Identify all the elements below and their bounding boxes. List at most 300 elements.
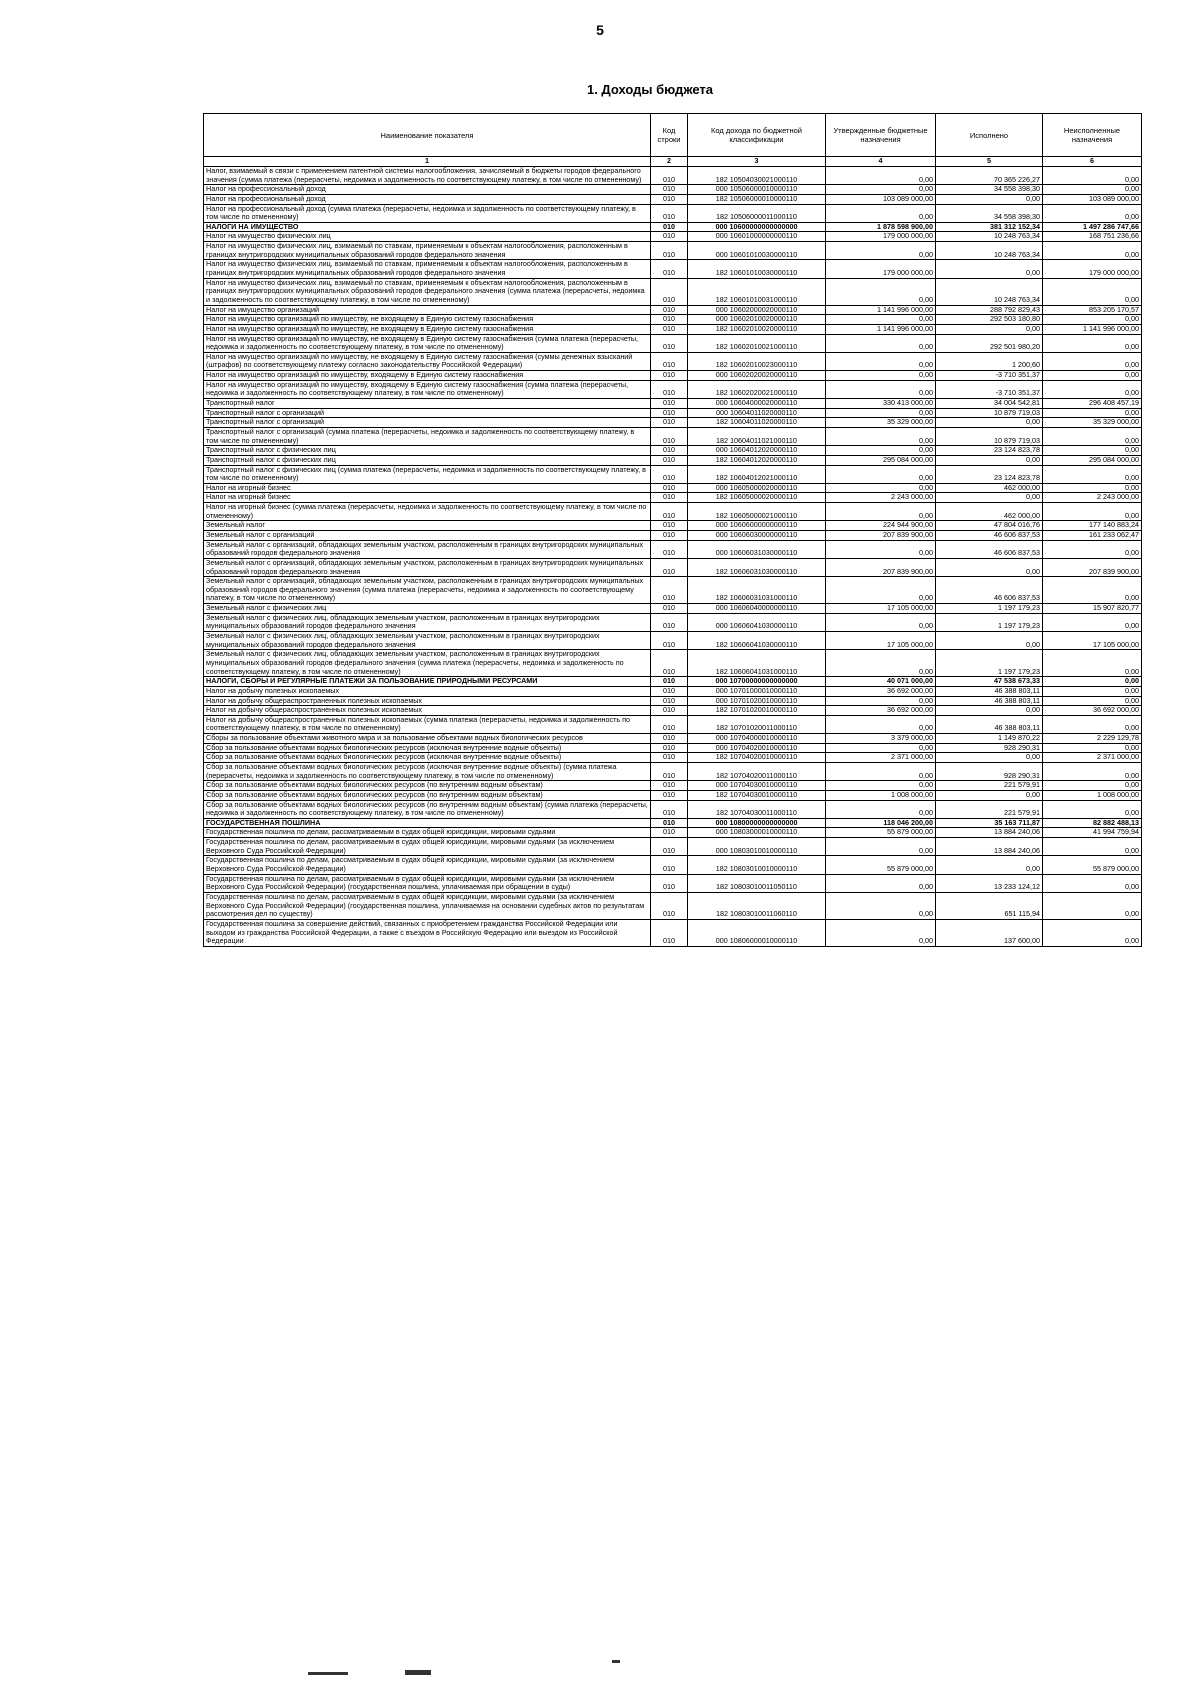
row-name: Сбор за пользование объектами водных биологических ресурсов (исключая внутренние водные объекты) (сумма платежа (перерасчеты, недоимка и задолженность по соответствующему платежу, в том числе по отмененному) (204, 763, 651, 781)
row-name: Земельный налог с организаций, обладающих земельным участком, расположенным в границах внутригородских муниципальных образований городов федерального значения (204, 540, 651, 558)
row-executed: 0,00 (936, 558, 1043, 576)
row-name: Земельный налог с физических лиц, обладающих земельным участком, расположенным в границах внутригородских муниципальных образований городов федерального значения (204, 613, 651, 631)
row-name: Государственная пошлина по делам, рассматриваемым в судах общей юрисдикции, мировыми судьями (за исключением Верховного Суда Российской Федерации) (204, 838, 651, 856)
row-income-code: 182 10602010021000110 (688, 334, 826, 352)
header-line-code: Код строки (651, 114, 688, 157)
row-income-code: 000 10601000000000110 (688, 232, 826, 242)
row-executed: 0,00 (936, 753, 1043, 763)
table-row (204, 696, 1142, 706)
row-name: Налог на имущество организаций по имуществу, входящему в Единую систему газоснабжения (204, 371, 651, 381)
row-unexecuted: 0,00 (1043, 334, 1142, 352)
row-executed: 0,00 (936, 632, 1043, 650)
row-approved: 0,00 (826, 380, 936, 398)
row-name: ГОСУДАРСТВЕННАЯ ПОШЛИНА (204, 818, 651, 828)
row-unexecuted: 177 140 883,24 (1043, 521, 1142, 531)
row-income-code: 182 10506000010000110 (688, 194, 826, 204)
row-approved: 0,00 (826, 613, 936, 631)
row-line-code: 010 (651, 763, 688, 781)
budget-income-table (203, 113, 1142, 947)
row-income-code: 000 10704020010000110 (688, 743, 826, 753)
row-line-code: 010 (651, 493, 688, 503)
row-executed: 381 312 152,34 (936, 222, 1043, 232)
row-approved: 0,00 (826, 781, 936, 791)
row-line-code: 010 (651, 790, 688, 800)
row-line-code: 010 (651, 399, 688, 409)
row-name: Налог на игорный бизнес (204, 493, 651, 503)
table-row (204, 260, 1142, 278)
row-line-code: 010 (651, 715, 688, 733)
row-name: Налог на добычу общераспространенных полезных ископаемых (204, 696, 651, 706)
table-row (204, 371, 1142, 381)
row-approved: 0,00 (826, 352, 936, 370)
row-name: Налог на профессиональный доход (204, 194, 651, 204)
row-income-code: 182 10605000021000110 (688, 503, 826, 521)
row-income-code: 000 10606000000000110 (688, 521, 826, 531)
row-line-code: 010 (651, 753, 688, 763)
row-unexecuted: 0,00 (1043, 677, 1142, 687)
row-name: Государственная пошлина за совершение действий, связанных с приобретением гражданства Российской Федерации или выходом из гражданства Российской Федерации, а также с въездом в Российскую Федерацию или выездом из Российской Федерации (204, 919, 651, 946)
table-row (204, 455, 1142, 465)
row-executed: 292 503 180,80 (936, 315, 1043, 325)
row-approved: 36 692 000,00 (826, 686, 936, 696)
row-income-code: 000 10803000010000110 (688, 828, 826, 838)
row-unexecuted: 0,00 (1043, 763, 1142, 781)
row-name: Земельный налог с физических лиц, обладающих земельным участком, расположенным в границах внутригородских муниципальных образований городов федерального значения (сумма платежа (перерасчеты, недоимка и задолженность по соответствующему платежу, в том числе по отмененному) (204, 650, 651, 677)
row-line-code: 010 (651, 540, 688, 558)
table-row (204, 919, 1142, 946)
row-name: Сборы за пользование объектами животного мира и за пользование объектами водных биологических ресурсов (204, 734, 651, 744)
row-executed: 0,00 (936, 260, 1043, 278)
row-approved: 2 371 000,00 (826, 753, 936, 763)
row-income-code: 000 10604012020000110 (688, 446, 826, 456)
table-row (204, 493, 1142, 503)
row-income-code: 182 10601010031000110 (688, 278, 826, 305)
table-row (204, 706, 1142, 716)
column-number: 1 (204, 157, 651, 167)
row-executed: 47 804 016,76 (936, 521, 1043, 531)
row-unexecuted: 0,00 (1043, 696, 1142, 706)
row-name: Транспортный налог с организаций (204, 418, 651, 428)
table-row (204, 818, 1142, 828)
row-income-code: 182 10504030021000110 (688, 167, 826, 185)
row-executed: 221 579,91 (936, 800, 1043, 818)
column-number: 6 (1043, 157, 1142, 167)
header-unexecuted: Неисполненные назначения (1043, 114, 1142, 157)
row-executed: 46 606 837,53 (936, 530, 1043, 540)
row-line-code: 010 (651, 380, 688, 398)
row-approved: 0,00 (826, 763, 936, 781)
row-approved: 207 839 900,00 (826, 530, 936, 540)
row-approved: 0,00 (826, 408, 936, 418)
row-name: Налог на имущество организаций по имуществу, не входящему в Единую систему газоснабжения (сумма платежа (перерасчеты, недоимка и задолженность по соответствующему платежу, в том числе по отмененному) (204, 334, 651, 352)
table-row (204, 465, 1142, 483)
row-approved: 0,00 (826, 892, 936, 919)
row-name: Налог на имущество организаций по имуществу, не входящему в Единую систему газоснабжения (суммы денежных взысканий (штрафов) по соответствующему платежу согласно законодательству Российской Федерации) (204, 352, 651, 370)
row-unexecuted: 161 233 062,47 (1043, 530, 1142, 540)
row-line-code: 010 (651, 418, 688, 428)
table-row (204, 167, 1142, 185)
row-unexecuted: 0,00 (1043, 315, 1142, 325)
table-row (204, 242, 1142, 260)
column-number: 2 (651, 157, 688, 167)
table-row (204, 734, 1142, 744)
row-name: Налог на профессиональный доход (сумма платежа (перерасчеты, недоимка и задолженность по соответствующему платежу, в том числе по отмененному) (204, 204, 651, 222)
row-line-code: 010 (651, 604, 688, 614)
table-row (204, 604, 1142, 614)
row-line-code: 010 (651, 874, 688, 892)
row-approved: 36 692 000,00 (826, 706, 936, 716)
row-approved: 1 878 598 900,00 (826, 222, 936, 232)
row-unexecuted: 2 229 129,78 (1043, 734, 1142, 744)
row-unexecuted: 179 000 000,00 (1043, 260, 1142, 278)
row-unexecuted: 0,00 (1043, 427, 1142, 445)
row-line-code: 010 (651, 686, 688, 696)
row-income-code: 182 10506000011000110 (688, 204, 826, 222)
row-executed: 35 163 711,87 (936, 818, 1043, 828)
row-approved: 0,00 (826, 278, 936, 305)
row-approved: 118 046 200,00 (826, 818, 936, 828)
row-line-code: 010 (651, 818, 688, 828)
table-row (204, 874, 1142, 892)
row-name: Сбор за пользование объектами водных биологических ресурсов (исключая внутренние водные объекты) (204, 753, 651, 763)
column-number: 4 (826, 157, 936, 167)
row-approved: 179 000 000,00 (826, 260, 936, 278)
row-executed: 0,00 (936, 493, 1043, 503)
row-line-code: 010 (651, 194, 688, 204)
row-approved: 0,00 (826, 185, 936, 195)
row-income-code: 000 10606030000000110 (688, 530, 826, 540)
row-unexecuted: 2 243 000,00 (1043, 493, 1142, 503)
row-approved: 17 105 000,00 (826, 604, 936, 614)
row-executed: 23 124 823,78 (936, 465, 1043, 483)
row-income-code: 182 10701020011000110 (688, 715, 826, 733)
row-approved: 0,00 (826, 715, 936, 733)
header-income-code: Код дохода по бюджетной классификации (688, 114, 826, 157)
row-line-code: 010 (651, 800, 688, 818)
row-approved: 0,00 (826, 334, 936, 352)
row-executed: 10 879 719,03 (936, 427, 1043, 445)
row-income-code: 000 10606041030000110 (688, 613, 826, 631)
row-approved: 0,00 (826, 446, 936, 456)
table-row (204, 305, 1142, 315)
row-executed: 70 365 226,27 (936, 167, 1043, 185)
row-executed: 10 248 763,34 (936, 232, 1043, 242)
row-executed: 46 388 803,11 (936, 696, 1043, 706)
column-number-row (204, 157, 1142, 167)
row-unexecuted: 0,00 (1043, 380, 1142, 398)
row-unexecuted: 0,00 (1043, 540, 1142, 558)
row-income-code: 000 10704030010000110 (688, 781, 826, 791)
row-executed: 10 879 719,03 (936, 408, 1043, 418)
row-unexecuted: 296 408 457,19 (1043, 399, 1142, 409)
table-row (204, 418, 1142, 428)
table-row (204, 521, 1142, 531)
row-name: Земельный налог (204, 521, 651, 531)
row-name: НАЛОГИ, СБОРЫ И РЕГУЛЯРНЫЕ ПЛАТЕЖИ ЗА ПОЛЬЗОВАНИЕ ПРИРОДНЫМИ РЕСУРСАМИ (204, 677, 651, 687)
row-approved: 1 008 000,00 (826, 790, 936, 800)
row-approved: 0,00 (826, 540, 936, 558)
table-row (204, 753, 1142, 763)
table-row (204, 194, 1142, 204)
table-row (204, 324, 1142, 334)
row-income-code: 000 10700000000000000 (688, 677, 826, 687)
row-unexecuted: 1 497 286 747,66 (1043, 222, 1142, 232)
row-income-code: 182 10601010030000110 (688, 260, 826, 278)
row-name: Налог на имущество организаций по имуществу, не входящему в Единую систему газоснабжения (204, 315, 651, 325)
row-unexecuted: 1 141 996 000,00 (1043, 324, 1142, 334)
row-executed: 46 388 803,11 (936, 715, 1043, 733)
row-line-code: 010 (651, 455, 688, 465)
row-income-code: 000 10600000000000000 (688, 222, 826, 232)
row-approved: 0,00 (826, 743, 936, 753)
row-executed: 462 000,00 (936, 483, 1043, 493)
row-approved: 40 071 000,00 (826, 677, 936, 687)
row-income-code: 000 10604000020000110 (688, 399, 826, 409)
row-unexecuted: 0,00 (1043, 185, 1142, 195)
row-unexecuted: 0,00 (1043, 781, 1142, 791)
row-income-code: 000 10803010010000110 (688, 838, 826, 856)
table-row (204, 446, 1142, 456)
table-row (204, 677, 1142, 687)
row-name: Налог на добычу общераспространенных полезных ископаемых (сумма платежа (перерасчеты, недоимка и задолженность по соответствующему платежу, в том числе по отмененному) (204, 715, 651, 733)
row-unexecuted: 41 994 759,94 (1043, 828, 1142, 838)
row-approved: 0,00 (826, 465, 936, 483)
table-row (204, 743, 1142, 753)
scan-mark (612, 1660, 620, 1663)
row-income-code: 182 10606041030000110 (688, 632, 826, 650)
row-unexecuted: 0,00 (1043, 371, 1142, 381)
row-approved: 295 084 000,00 (826, 455, 936, 465)
row-income-code: 000 10704000010000110 (688, 734, 826, 744)
row-name: Налог на имущество организаций по имуществу, входящему в Единую систему газоснабжения (сумма платежа (перерасчеты, недоимка и задолженность по соответствующему платежу, в том числе по отмененному) (204, 380, 651, 398)
document-title: 1. Доходы бюджета (586, 82, 714, 97)
row-name: Налог на имущество организаций по имуществу, не входящему в Единую систему газоснабжения (204, 324, 651, 334)
row-income-code: 182 10803010010000110 (688, 856, 826, 874)
row-name: Сбор за пользование объектами водных биологических ресурсов (по внутренним водным объектам) (сумма платежа (перерасчеты, недоимка и задолженность по соответствующему платежу, в том числе по отмененному) (204, 800, 651, 818)
table-row (204, 838, 1142, 856)
row-executed: 1 197 179,23 (936, 650, 1043, 677)
row-unexecuted: 0,00 (1043, 278, 1142, 305)
row-income-code: 182 10604012020000110 (688, 455, 826, 465)
row-approved: 0,00 (826, 800, 936, 818)
row-unexecuted: 1 008 000,00 (1043, 790, 1142, 800)
table-row (204, 408, 1142, 418)
row-line-code: 010 (651, 352, 688, 370)
row-income-code: 182 10605000020000110 (688, 493, 826, 503)
row-approved: 0,00 (826, 315, 936, 325)
row-line-code: 010 (651, 427, 688, 445)
row-executed: 0,00 (936, 455, 1043, 465)
table-row (204, 278, 1142, 305)
row-name: Транспортный налог с физических лиц (сумма платежа (перерасчеты, недоимка и задолженность по соответствующему платежу, в том числе по отмененному) (204, 465, 651, 483)
row-executed: 34 558 398,30 (936, 185, 1043, 195)
row-income-code: 182 10604011021000110 (688, 427, 826, 445)
row-executed: 46 606 837,53 (936, 577, 1043, 604)
table-row (204, 503, 1142, 521)
row-line-code: 010 (651, 242, 688, 260)
table-row (204, 650, 1142, 677)
row-approved: 179 000 000,00 (826, 232, 936, 242)
row-executed: 13 884 240,06 (936, 828, 1043, 838)
row-name: Налог на имущество физических лиц (204, 232, 651, 242)
row-name: Земельный налог с организаций, обладающих земельным участком, расположенным в границах внутригородских муниципальных образований городов федерального значения (сумма платежа (перерасчеты, недоимка и задолженность по соответствующему платежу, в том числе по отмененному) (204, 577, 651, 604)
table-row (204, 577, 1142, 604)
row-name: Налог на имущество физических лиц, взимаемый по ставкам, применяемым к объектам налогообложения, расположенным в границах внутригородских муниципальных образований городов федерального значения (204, 242, 651, 260)
row-unexecuted: 207 839 900,00 (1043, 558, 1142, 576)
row-line-code: 010 (651, 465, 688, 483)
row-name: Транспортный налог с физических лиц (204, 455, 651, 465)
row-line-code: 010 (651, 892, 688, 919)
row-unexecuted: 0,00 (1043, 577, 1142, 604)
row-executed: -3 710 351,37 (936, 380, 1043, 398)
row-income-code: 000 10602020020000110 (688, 371, 826, 381)
row-approved: 0,00 (826, 503, 936, 521)
row-unexecuted: 15 907 820,77 (1043, 604, 1142, 614)
row-unexecuted: 0,00 (1043, 242, 1142, 260)
row-line-code: 010 (651, 856, 688, 874)
row-line-code: 010 (651, 278, 688, 305)
table-row (204, 232, 1142, 242)
row-unexecuted: 0,00 (1043, 483, 1142, 493)
row-unexecuted: 82 882 488,13 (1043, 818, 1142, 828)
row-unexecuted: 0,00 (1043, 446, 1142, 456)
row-line-code: 010 (651, 706, 688, 716)
row-executed: 46 606 837,53 (936, 540, 1043, 558)
row-name: Транспортный налог (204, 399, 651, 409)
row-line-code: 010 (651, 734, 688, 744)
table-row (204, 763, 1142, 781)
row-approved: 103 089 000,00 (826, 194, 936, 204)
row-name: Земельный налог с организаций (204, 530, 651, 540)
row-name: Налог на добычу общераспространенных полезных ископаемых (204, 706, 651, 716)
row-line-code: 010 (651, 483, 688, 493)
row-line-code: 010 (651, 530, 688, 540)
row-line-code: 010 (651, 185, 688, 195)
row-executed: 10 248 763,34 (936, 278, 1043, 305)
row-executed: 137 600,00 (936, 919, 1043, 946)
row-line-code: 010 (651, 613, 688, 631)
row-income-code: 182 10701020010000110 (688, 706, 826, 716)
row-line-code: 010 (651, 632, 688, 650)
row-income-code: 000 10606031030000110 (688, 540, 826, 558)
row-unexecuted: 0,00 (1043, 503, 1142, 521)
row-unexecuted: 0,00 (1043, 800, 1142, 818)
row-approved: 0,00 (826, 919, 936, 946)
row-approved: 55 879 000,00 (826, 828, 936, 838)
row-line-code: 010 (651, 446, 688, 456)
row-line-code: 010 (651, 305, 688, 315)
row-executed: 221 579,91 (936, 781, 1043, 791)
row-income-code: 182 10606031030000110 (688, 558, 826, 576)
row-name: Транспортный налог с организаций (204, 408, 651, 418)
table-row (204, 530, 1142, 540)
row-name: Налог на игорный бизнес (сумма платежа (перерасчеты, недоимка и задолженность по соответствующему платежу, в том числе по отмененному) (204, 503, 651, 521)
row-approved: 17 105 000,00 (826, 632, 936, 650)
row-executed: 13 884 240,06 (936, 838, 1043, 856)
table-row (204, 540, 1142, 558)
header-approved: Утвержденные бюджетные назначения (826, 114, 936, 157)
table-row (204, 222, 1142, 232)
row-income-code: 182 10602020021000110 (688, 380, 826, 398)
row-line-code: 010 (651, 577, 688, 604)
row-line-code: 010 (651, 503, 688, 521)
row-approved: 0,00 (826, 483, 936, 493)
table-row (204, 892, 1142, 919)
table-row (204, 632, 1142, 650)
row-unexecuted: 0,00 (1043, 686, 1142, 696)
row-name: Транспортный налог с организаций (сумма платежа (перерасчеты, недоимка и задолженность по соответствующему платежу, в том числе по отмененному) (204, 427, 651, 445)
row-executed: 1 197 179,23 (936, 604, 1043, 614)
row-approved: 35 329 000,00 (826, 418, 936, 428)
row-income-code: 182 10602010023000110 (688, 352, 826, 370)
table-row (204, 613, 1142, 631)
row-approved: 0,00 (826, 696, 936, 706)
row-line-code: 010 (651, 677, 688, 687)
row-line-code: 010 (651, 204, 688, 222)
row-executed: 47 538 673,33 (936, 677, 1043, 687)
table-row (204, 686, 1142, 696)
row-income-code: 182 10803010011060110 (688, 892, 826, 919)
row-income-code: 000 10506000010000110 (688, 185, 826, 195)
table-row (204, 483, 1142, 493)
row-unexecuted: 0,00 (1043, 715, 1142, 733)
row-unexecuted: 0,00 (1043, 408, 1142, 418)
row-unexecuted: 0,00 (1043, 838, 1142, 856)
table-row (204, 399, 1142, 409)
row-income-code: 000 10602010020000110 (688, 315, 826, 325)
table-row (204, 828, 1142, 838)
row-approved: 2 243 000,00 (826, 493, 936, 503)
scan-mark (308, 1672, 348, 1675)
row-income-code: 182 10704020010000110 (688, 753, 826, 763)
table-row (204, 558, 1142, 576)
header-name: Наименование показателя (204, 114, 651, 157)
row-name: Государственная пошлина по делам, рассматриваемым в судах общей юрисдикции, мировыми судьями (204, 828, 651, 838)
row-executed: 0,00 (936, 418, 1043, 428)
row-unexecuted: 36 692 000,00 (1043, 706, 1142, 716)
table-row (204, 185, 1142, 195)
row-line-code: 010 (651, 828, 688, 838)
row-name: Земельный налог с физических лиц (204, 604, 651, 614)
row-unexecuted: 295 084 000,00 (1043, 455, 1142, 465)
row-executed: 0,00 (936, 194, 1043, 204)
row-approved: 0,00 (826, 204, 936, 222)
row-line-code: 010 (651, 781, 688, 791)
table-row (204, 352, 1142, 370)
table-row (204, 781, 1142, 791)
row-name: Налог на игорный бизнес (204, 483, 651, 493)
row-income-code: 182 10606031031000110 (688, 577, 826, 604)
row-name: Земельный налог с физических лиц, обладающих земельным участком, расположенным в границах внутригородских муниципальных образований городов федерального значения (204, 632, 651, 650)
row-income-code: 000 10604011020000110 (688, 408, 826, 418)
row-approved: 3 379 000,00 (826, 734, 936, 744)
row-unexecuted: 0,00 (1043, 892, 1142, 919)
row-executed: 10 248 763,34 (936, 242, 1043, 260)
row-approved: 0,00 (826, 874, 936, 892)
row-name: Государственная пошлина по делам, рассматриваемым в судах общей юрисдикции, мировыми судьями (за исключением Верховного Суда Российской Федерации) (204, 856, 651, 874)
row-executed: 0,00 (936, 790, 1043, 800)
row-line-code: 010 (651, 743, 688, 753)
row-unexecuted: 0,00 (1043, 352, 1142, 370)
row-name: Транспортный налог с физических лиц (204, 446, 651, 456)
row-line-code: 010 (651, 558, 688, 576)
row-name: Государственная пошлина по делам, рассматриваемым в судах общей юрисдикции, мировыми судьями (за исключением Верховного Суда Российской Федерации) (государственная пошлина, уплачиваемая при обращении в суды) (204, 874, 651, 892)
table-row (204, 204, 1142, 222)
row-name: Налог на добычу полезных ископаемых (204, 686, 651, 696)
table-row (204, 315, 1142, 325)
row-name: Государственная пошлина по делам, рассматриваемым в судах общей юрисдикции, мировыми судьями (за исключением Верховного Суда Российской Федерации) (государственная пошлина, уплачиваемая на основании судебных актов по результатам рассмотрения дел по существу) (204, 892, 651, 919)
row-executed: 928 290,31 (936, 763, 1043, 781)
